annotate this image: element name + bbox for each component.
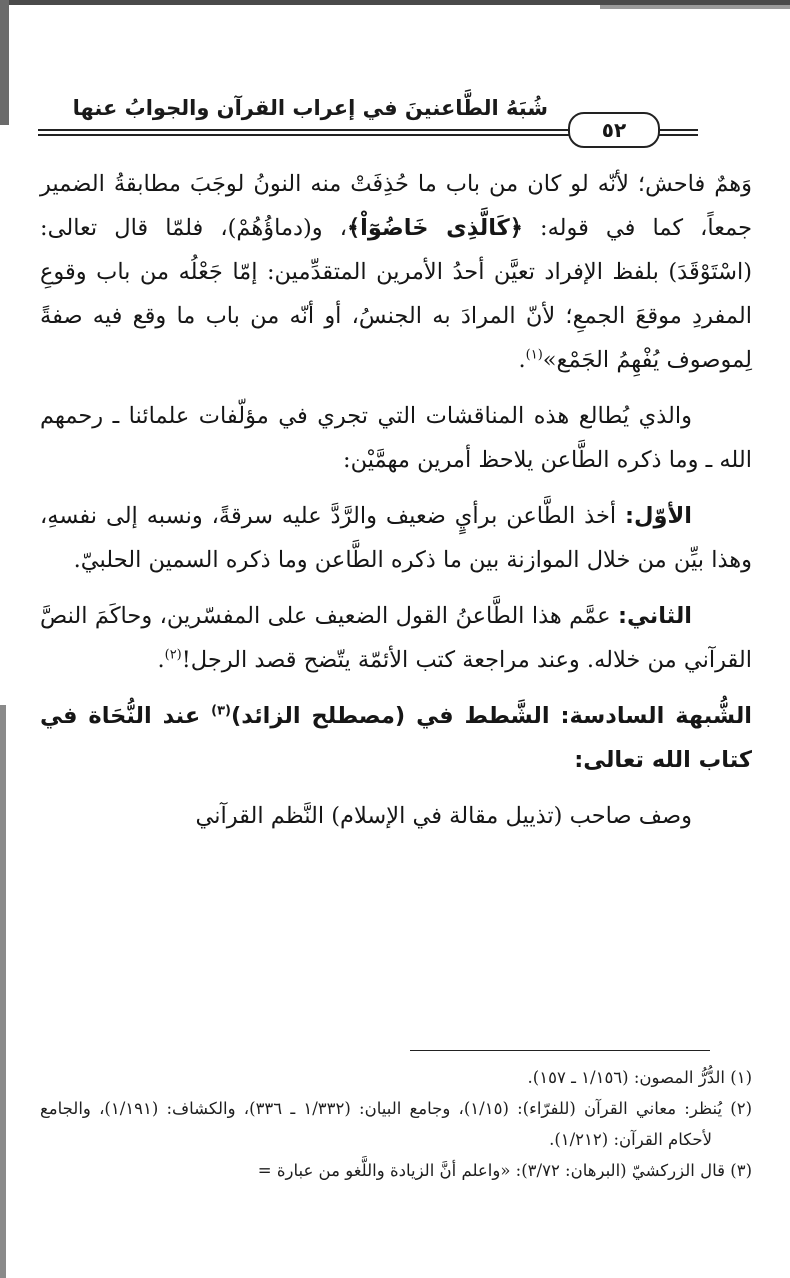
paragraph-2: والذي يُطالع هذه المناقشات التي تجري في مؤلّفات علمائنا ـ رحمهم الله ـ وما ذكره الطَّاعن يلاحظ أمرين مهمَّيْن: [40,403,752,473]
paragraph-1-end: . [518,347,526,373]
footnote-separator [410,1050,710,1051]
point-label-second: الثاني: [617,603,692,629]
header-rule [38,134,570,136]
page-number: ٥٢ [568,112,660,148]
running-title: شُبَهُ الطَّاعنينَ في إعراب القرآن والجوابُ عنها [72,96,548,120]
header-rule-short [658,134,698,136]
section-heading [40,694,752,782]
point-label-first: الأوّل: [625,503,692,529]
section-heading-text-cont: عند النُّحَاة في كتاب الله تعالى: [40,703,752,773]
paragraph-3 [40,494,752,582]
page-header [28,92,780,152]
footnote-2: (٢) يُنظر: معاني القرآن (للفرّاء): (١/١٥)، وجامع البيان: (١/٣٣٢ ـ ٣٣٦)، والكشاف: (١/١٩١)، والجامع لأحكام القرآن: (١/٢١٢). [40,1099,753,1149]
paragraph-5: وصف صاحب (تذييل مقالة في الإسلام) النَّظم القرآني [195,803,692,829]
header-rule-short [658,129,698,131]
footnote-3: (٣) قال الزركشيّ (البرهان: ٣/٧٢): «واعلم أنَّ الزيادة واللَّغو من عبارة = [257,1161,752,1180]
paragraph-3-text: أخذ الطَّاعن برأيٍ ضعيف والرَّدَّ عليه سرقةً، ونسبه إلى نفسهِ، وهذا بيِّن من خلال الموازنة بين ما ذكره الطَّاعن وما ذكره السمين الحلبيّ. [40,503,752,573]
quran-verse: ﴿كَالَّذِى خَاضُوٓاْ﴾ [347,215,523,241]
paragraph-4-text: عمَّم هذا الطَّاعنُ القول الضعيف على المفسّرين، وحاكَمَ النصَّ القرآني من خلاله. وعند مراجعة كتب الأئمّة يتّضح قصد الرجل! [40,603,752,673]
footnote-marker[interactable]: (١) [525,347,543,363]
paragraph-4-end: . [157,647,165,673]
footnote-1: (١) الدُّرُّ المصون: (١/١٥٦ ـ ١٥٧). [527,1068,752,1087]
footnote-marker[interactable]: (٣) [211,703,231,719]
page-top-edge-shadow [600,5,790,9]
binding-shadow-top [0,0,9,125]
binding-shadow-bottom [0,705,6,1278]
footnotes [40,1062,752,1186]
paragraph-4 [40,594,752,682]
header-rule [38,129,570,131]
paragraph-1 [40,162,752,382]
section-heading-text: الشُّبهة السادسة: الشَّطط في (مصطلح الزائد) [230,703,752,729]
footnote-marker[interactable]: (٢) [164,647,182,663]
main-text [40,162,752,838]
paragraph-1-text-cont: ، و(دماؤُهُمْ)، فلمّا قال تعالى: (اسْتَوْقَدَ) بلفظ الإفراد تعيَّن أحدُ الأمرين المتقدِّمين: إمّا جَعْلُه من باب وقوعِ المفردِ موقعَ الجمعِ؛ لأنّ المرادَ به الجنسُ، أو أنّه من باب ما وقع فيه صفةً لِموصوف يُفْهِمُ الجَمْع» [40,215,752,373]
paragraph-1-text: وَهمٌ فاحش؛ لأنّه لو كان من باب ما حُذِفَتْ منه النونُ لوجَبَ مطابقةُ الضمير جمعاً، كما في قوله: [40,171,753,241]
